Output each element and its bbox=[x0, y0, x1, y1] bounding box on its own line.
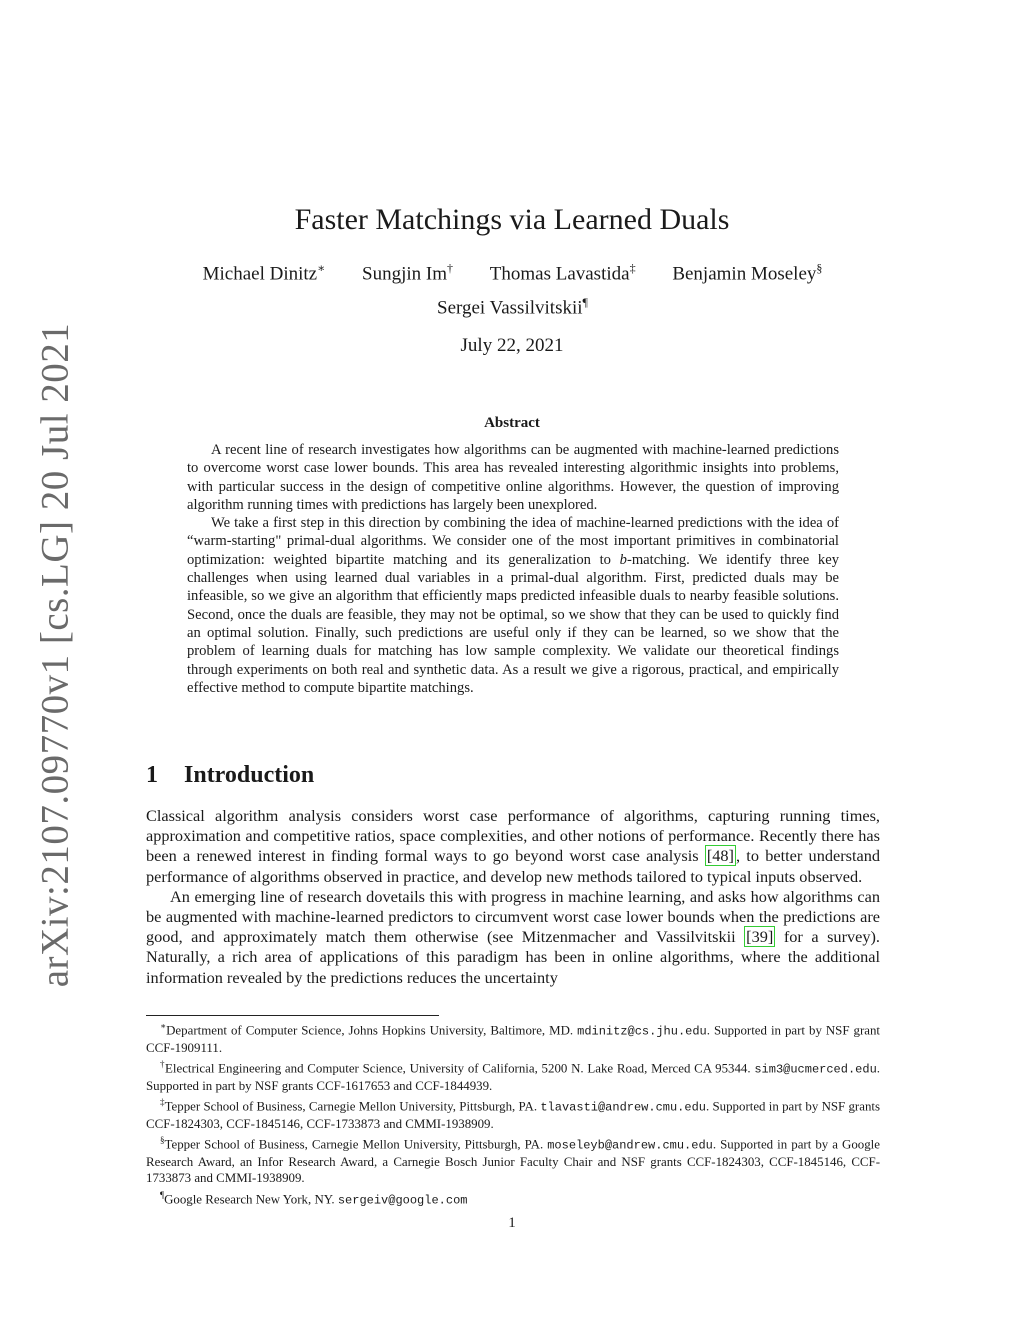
section-number: 1 bbox=[146, 762, 158, 788]
section-title: Introduction bbox=[184, 762, 315, 788]
footnote-email: sim3@ucmerced.edu bbox=[754, 1062, 877, 1077]
abstract-body bbox=[187, 441, 839, 697]
author-list bbox=[140, 261, 885, 285]
page-number: 1 bbox=[508, 1215, 516, 1231]
body-paragraph: An emerging line of research dovetails this with progress in machine learning, and asks how algorithms can be augmented with machine-learned predictors to circumvent worst case lower bounds when the predictions are good, and approximately match them otherwise (see Mitzenmacher and Vassilvitskii [39] for a survey). Naturally, a rich area of applications of this paradigm has been in online algorithms, where the additional information revealed by the predictions reduces the uncertainty bbox=[146, 886, 880, 987]
citation-link[interactable]: [39] bbox=[746, 927, 774, 947]
footnote-email: sergeiv@google.com bbox=[337, 1193, 468, 1208]
author: Sergei Vassilvitskii¶ bbox=[437, 295, 588, 319]
paper-date: July 22, 2021 bbox=[460, 335, 564, 356]
author: Benjamin Moseley§ bbox=[672, 261, 823, 285]
footnote: ¶Google Research New York, NY. sergeiv@google.com bbox=[160, 1189, 468, 1208]
footnote: ‡Tepper School of Business, Carnegie Mellon University, Pittsburgh, PA. tlavasti@andrew.cmu.edu. Supported in part by NSF grants CCF-1824303, CCF-1845146, CCF-1733873 and CMMI-1938909. bbox=[146, 1097, 880, 1131]
author: Sungjin Im† bbox=[362, 261, 453, 285]
abstract-paragraph: We take a first step in this direction by combining the idea of machine-learned predictions with the idea of “warm-starting" primal-dual algorithms. We consider one of the most important primitives in combinatorial optimization: weighted bipartite matching and its generalization to b-matching. We identify three key challenges when using learned dual variables in a primal-dual algorithm. First, predicted duals may be infeasible, so we give an algorithm that efficiently maps predicted infeasible duals to nearby feasible solutions. Second, once the duals are feasible, they may not be optimal, so we show that they can be used to quickly find an optimal solution. Finally, such predictions are useful only if they can be learned, so we show that the problem of learning duals for matching has low sample complexity. We validate our theoretical findings through experiments on both real and synthetic data. As a result we give a rigorous, practical, and empirically effective method to compute bipartite matchings. bbox=[187, 515, 839, 696]
abstract-heading: Abstract bbox=[484, 415, 540, 431]
footnote-email: moseleyb@andrew.cmu.edu bbox=[547, 1138, 713, 1153]
introduction-body bbox=[146, 806, 880, 988]
author: Thomas Lavastida‡ bbox=[489, 261, 636, 285]
arxiv-identifier: arXiv:2107.09770v1 [cs.LG] 20 Jul 2021 bbox=[33, 322, 77, 988]
footnote: ∗Department of Computer Science, Johns Hopkins University, Baltimore, MD. mdinitz@cs.jhu.edu. Supported in part by NSF grant CCF-1909111. bbox=[146, 1021, 880, 1055]
body-paragraph: Classical algorithm analysis considers worst case performance of algorithms, capturing running times, approximation and competitive ratios, space complexities, and other notions of performance. Recently there has been a renewed interest in finding formal ways to go beyond worst case analysis [48] , to better understand performance of algorithms observed in practice, and develop new methods tailored to typical inputs observed. bbox=[146, 806, 880, 886]
abstract-paragraph: A recent line of research investigates how algorithms can be augmented with machine-learned predictions to overcome worst case lower bounds. This area has revealed interesting algorithmic insights into problems, with particular success in the design of competitive online algorithms. However, the question of improving algorithm running times with predictions has largely been unexplored. bbox=[187, 442, 839, 513]
footnote-email: tlavasti@andrew.cmu.edu bbox=[540, 1100, 706, 1115]
footnote: §Tepper School of Business, Carnegie Mellon University, Pittsburgh, PA. moseleyb@andrew.cmu.edu. Supported in part by a Google Research Award, an Infor Research Award, a Carnegie Bosch Junior Faculty Chair and NSF grants CCF-1824303, CCF-1845146, CCF-1733873 and CMMI-1938909. bbox=[146, 1135, 880, 1186]
author-list-second-row bbox=[140, 295, 885, 319]
section-heading bbox=[146, 762, 314, 789]
citation-link[interactable]: [48] bbox=[706, 846, 734, 866]
footnote: †Electrical Engineering and Computer Science, University of California, 5200 N. Lake Road, Merced CA 95344. sim3@ucmerced.edu. Supported in part by NSF grants CCF-1617653 and CCF-1844939. bbox=[146, 1059, 880, 1093]
author: Michael Dinitz∗ bbox=[202, 261, 326, 285]
footnotes bbox=[146, 1018, 880, 1209]
footnote-email: mdinitz@cs.jhu.edu bbox=[577, 1024, 707, 1039]
footnote-rule bbox=[146, 1015, 439, 1016]
paper-title: Faster Matchings via Learned Duals bbox=[294, 203, 730, 236]
